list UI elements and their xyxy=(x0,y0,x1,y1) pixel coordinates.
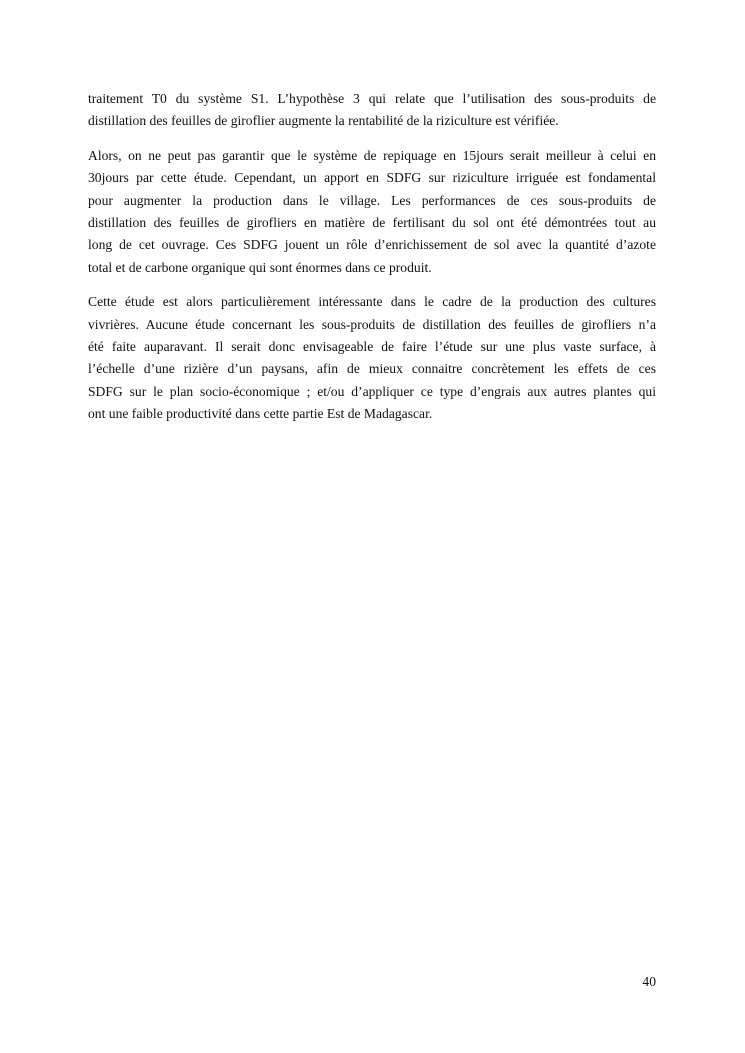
text-line: traitement T0 du système S1. L’hypothèse 3 qui relate que l’utilisation des sous-produits de xyxy=(88,91,656,106)
text-line: 30jours par cette étude. Cependant, un apport en SDFG sur riziculture irriguée est fondamental xyxy=(88,170,656,186)
text-line: Alors, on ne peut pas garantir que le système de repiquage en 15jours serait meilleur à celui en xyxy=(88,147,656,163)
paragraph-perspectives xyxy=(88,291,656,425)
text-line: été faite auparavant. Il serait donc envisageable de faire l’étude sur une plus vaste surface, à xyxy=(88,339,656,355)
paragraph-sdfg-performance xyxy=(88,145,656,279)
text-line: SDFG sur le plan socio-économique ; et/ou d’appliquer ce type d’engrais aux autres plantes qui xyxy=(88,383,656,399)
text-line: total et de carbone organique qui sont énormes dans ce produit. xyxy=(88,259,432,275)
text-line: distillation des feuilles de girofliers en matière de fertilisant du sol ont été démontrées tout au xyxy=(88,215,656,231)
text-line: distillation des feuilles de giroflier augmente la rentabilité de la riziculture est vérifiée. xyxy=(88,113,559,129)
page-number: 40 xyxy=(642,974,656,989)
text-line: Cette étude est alors particulièrement intéressante dans le cadre de la production des cultures xyxy=(88,294,656,310)
text-line: vivrières. Aucune étude concernant les sous-produits de distillation des feuilles de girofliers n’a xyxy=(88,316,656,332)
text-line: pour augmenter la production dans le village. Les performances de ces sous-produits de xyxy=(88,192,656,208)
text-line: long de cet ouvrage. Ces SDFG jouent un rôle d’enrichissement de sol avec la quantité d’azote xyxy=(88,237,656,253)
text-line: ont une faible productivité dans cette partie Est de Madagascar. xyxy=(88,406,433,422)
paragraph-conclusion-hypothesis xyxy=(88,88,656,133)
body-text xyxy=(88,88,656,438)
text-line: l’échelle d’une rizière d’un paysans, afin de mieux connaitre concrètement les effets de ces xyxy=(88,361,656,377)
